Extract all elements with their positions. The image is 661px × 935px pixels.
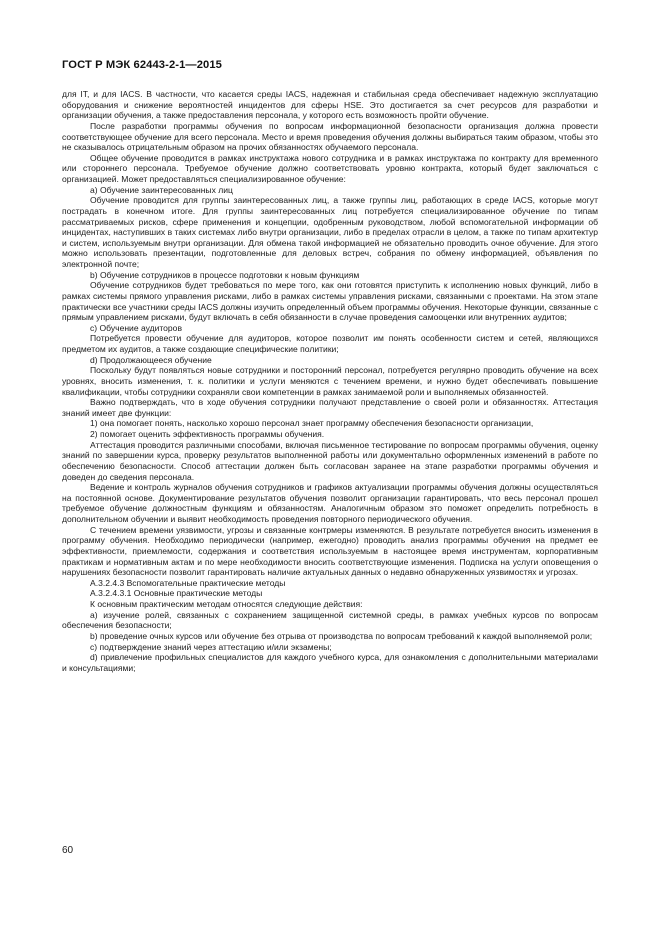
- paragraph: С течением времени уязвимости, угрозы и связанные контрмеры изменяются. В результате потребуется вносить изменения в программу обучения. Необходимо периодически (например, ежегодно) проводить анализ программы обучения на предмет ее эффективности, приемлемости, содержания и соответствия используемым в настоящее время инструментам, корпоративным практикам и нормативным актам и по мере необходимости вносить соответствующие изменения. Подписка на услуги оповещения о нарушениях безопасности позволит гарантировать наличие актуальных данных о недавно обнаруженных уязвимостях и угрозах.: [62, 524, 598, 578]
- document-body: [62, 89, 598, 673]
- paragraph: Обучение проводится для группы заинтересованных лиц, а также группы лиц, работающих в среде IACS, которые могут пострадать в конечном итоге. Для группы заинтересованных лиц потребуется специализированное обучение по типам рассматриваемых рисков, сфере применения и концепции, одобренным руководством, любой вспомогательной информации об инцидентах, наступивших в таких системах либо внутри организации, либо в пределах отрасли в целом, а также по типам архитектур и систем, используемым внутри организации. Для обмена такой информацией не обязательно проводить очное обучение. Для этого можно использовать презентации, подготовленные для деловых встреч, собрания по обмену информацией, объявления по электронной почте;: [62, 195, 598, 269]
- list-item: 2) помогает оценить эффективность программы обучения.: [90, 429, 325, 439]
- list-item: a) изучение ролей, связанных с сохранением защищенной системной среды, в рамках учебных курсов по вопросам обеспечения безопасности;: [62, 609, 598, 631]
- section-heading: А.3.2.4.3.1 Основные практические методы: [90, 588, 263, 599]
- list-item-heading: b) Обучение сотрудников в процессе подготовки к новым функциям: [90, 269, 360, 280]
- paragraph: После разработки программы обучения по вопросам информационной безопасности организация должна провести соответствующее обучение для всего персонала. Место и время проведения обучения должны выбираться таким образом, чтобы это не сказывалось отрицательным образом на прочих обязанностях обучаемого персонала.: [62, 120, 598, 153]
- paragraph: Потребуется провести обучение для аудиторов, которое позволит им понять особенности систем и сетей, являющихся предметом их аудитов, а также создающие специфические политики;: [62, 333, 598, 354]
- paragraph: Обучение сотрудников будет требоваться по мере того, как они готовятся приступить к исполнению новых функций, либо в рамках системы прямого управления рисками, либо в рамках системы управления рисками, связанными с проектами. На этом этапе практически все участники среды IACS должны изучить определенный объем программы обучения. Некоторые функции, связанные с прямым управлением рисками, будут включать в себя обязанности в случае проведения самооценки или внутренних аудитов;: [62, 280, 598, 323]
- paragraph: Общее обучение проводится в рамках инструктажа нового сотрудника и в рамках инструктажа по контракту для временного или стороннего персонала. Требуемое обучение должно соответствовать уровню контракта, который будет заключаться с организацией. Может предоставляться специализированное обучение:: [62, 152, 598, 184]
- paragraph: К основным практическим методам относятся следующие действия:: [90, 599, 363, 609]
- paragraph: Важно подтверждать, что в ходе обучения сотрудники получают представление о своей роли и обязанностях. Аттестация знаний имеет две функции:: [62, 397, 598, 418]
- list-item: 1) она помогает понять, насколько хорошо персонал знает программу обеспечения безопасности организации,: [90, 418, 534, 429]
- paragraph: для IT, и для IACS. В частности, что касается среды IACS, надежная и стабильная среда обеспечивает надежную эксплуатацию оборудования и снижение вероятностей инцидентов для сферы HSE. Это достигается за счет ресурсов для разработки и организации обучения, а также предоставления персонала, у которого есть возможность пройти обучение.: [62, 89, 598, 121]
- list-item: d) привлечение профильных специалистов для каждого учебного курса, для ознакомления с дополнительными материалами и консультациями;: [62, 652, 598, 673]
- paragraph: Аттестация проводится различными способами, включая письменное тестирование по вопросам программы обучения, оценку знаний по завершении курса, проверку результатов выполненной работы или документально оформленных изменений в работе по обеспечению безопасности. Способ аттестации должен быть согласован заранее на этапе разработки программы обучения и доведен до сведения персонала.: [62, 439, 598, 482]
- list-item-heading: d) Продолжающееся обучение: [90, 354, 212, 365]
- list-item-heading: c) Обучение аудиторов: [90, 322, 182, 333]
- paragraph: Ведение и контроль журналов обучения сотрудников и графиков актуализации программы обучения должны осуществляться на постоянной основе. Документирование результатов обучения позволит организации гарантировать, что весь персонал прошел требуемое обучение должностным функциям и обязанностям. Аналогичным образом это поможет определить потребность в дополнительном обучении и выявит необходимость проведения повторного периодического обучения.: [62, 482, 598, 524]
- list-item-heading: a) Обучение заинтересованных лиц: [90, 184, 233, 195]
- list-item: c) подтверждение знаний через аттестацию и/или экзамены;: [90, 641, 332, 652]
- page-number: 60: [62, 845, 74, 856]
- section-heading: А.3.2.4.3 Вспомогательные практические методы: [90, 577, 286, 588]
- document-header: ГОСТ Р МЭК 62443-2-1—2015: [62, 59, 223, 71]
- paragraph: Поскольку будут появляться новые сотрудники и посторонний персонал, потребуется регулярно проводить обучение на всех уровнях, вносить изменения, т. к. политики и услуги меняются с течением времени, и нужно будет обеспечивать повышение квалификации, чтобы сотрудники сохраняли свои компетенции в рамках занимаемой роли и выполняемых обязанностей.: [62, 365, 598, 397]
- list-item: b) проведение очных курсов или обучение без отрыва от производства по вопросам требований к каждой выполняемой роли;: [90, 630, 593, 641]
